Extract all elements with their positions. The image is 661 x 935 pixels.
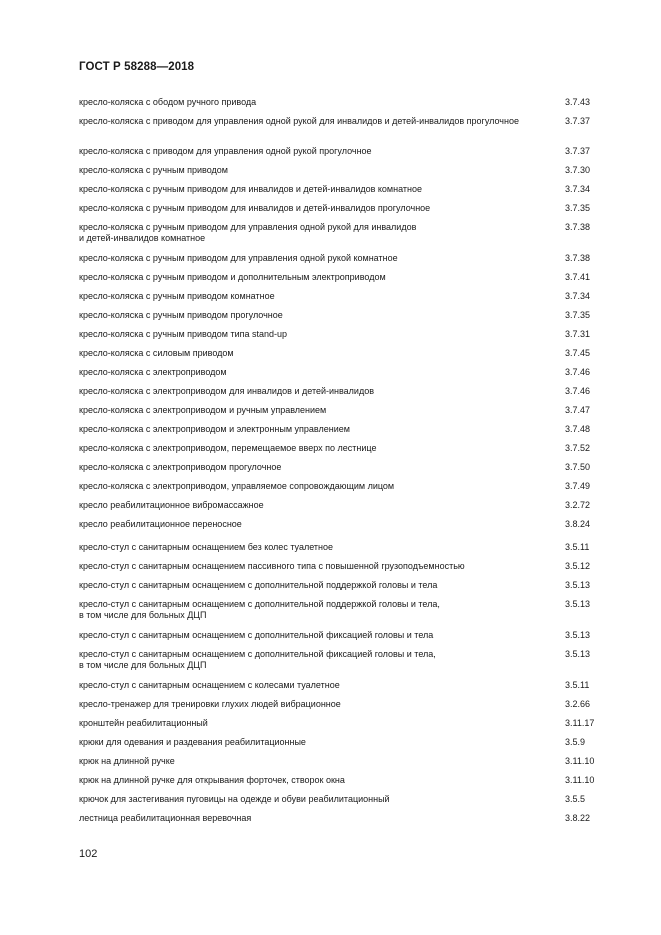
index-ref-number: 3.7.52 xyxy=(565,443,591,453)
index-ref-number: 3.7.46 xyxy=(565,367,591,377)
index-ref-number: 3.5.13 xyxy=(565,599,591,609)
index-entry xyxy=(79,184,654,195)
index-term: кресло-коляска с ручным приводом для управления одной рукой для инвалидов и детей-инвалидов комнатное xyxy=(79,222,417,243)
index-entry xyxy=(79,580,654,591)
index-entry xyxy=(79,165,654,176)
index-ref-number: 3.11.10 xyxy=(565,775,595,785)
index-term: кресло-стул с санитарным оснащением с колесами туалетное xyxy=(79,680,340,690)
index-ref-number: 3.7.31 xyxy=(565,329,591,339)
index-entry xyxy=(79,462,654,473)
index-entry xyxy=(79,253,654,264)
index-ref-number: 3.7.43 xyxy=(565,97,591,107)
index-term: кресло-коляска с ручным приводом xyxy=(79,165,228,175)
index-term: кресло-коляска с электроприводом, перемещаемое вверх по лестнице xyxy=(79,443,377,453)
index-entry xyxy=(79,756,654,767)
index-ref-number: 3.7.50 xyxy=(565,462,591,472)
index-term: кресло-тренажер для тренировки глухих людей вибрационное xyxy=(79,699,341,709)
index-ref-number: 3.7.48 xyxy=(565,424,591,434)
index-entry xyxy=(79,680,654,691)
index-term: кресло-коляска с приводом для управления одной рукой для инвалидов и детей-инвалидов прогулочное xyxy=(79,116,519,126)
index-ref-number: 3.7.35 xyxy=(565,310,591,320)
index-ref-number: 3.5.11 xyxy=(565,542,590,552)
index-entry xyxy=(79,519,654,530)
index-ref-number: 3.7.47 xyxy=(565,405,591,415)
index-ref-number: 3.7.34 xyxy=(565,184,591,194)
index-term: кресло-коляска с ободом ручного привода xyxy=(79,97,257,107)
index-ref-number: 3.7.37 xyxy=(565,146,591,156)
index-term: крюк на длинной ручке xyxy=(79,756,175,766)
index-entry xyxy=(79,649,654,670)
index-ref-number: 3.5.5 xyxy=(565,794,586,804)
index-term: кресло-коляска с ручным приводом и дополнительным электроприводом xyxy=(79,272,386,282)
index-term: кресло реабилитационное вибромассажное xyxy=(79,500,264,510)
index-entry xyxy=(79,203,654,214)
index-entry xyxy=(79,630,654,641)
index-entry xyxy=(79,424,654,435)
index-ref-number: 3.7.30 xyxy=(565,165,591,175)
index-ref-number: 3.5.13 xyxy=(565,630,591,640)
index-entry xyxy=(79,737,654,748)
index-term: кресло-коляска с ручным приводом для инвалидов и детей-инвалидов прогулочное xyxy=(79,203,431,213)
index-ref-number: 3.2.66 xyxy=(565,699,591,709)
index-entry xyxy=(79,348,654,359)
index-ref-number: 3.7.49 xyxy=(565,481,591,491)
index-entry xyxy=(79,775,654,786)
index-ref-number: 3.7.37 xyxy=(565,116,591,126)
index-ref-number: 3.2.72 xyxy=(565,500,591,510)
index-term: лестница реабилитационная веревочная xyxy=(79,813,252,823)
index-entry xyxy=(79,481,654,492)
index-term: кресло-коляска с силовым приводом xyxy=(79,348,234,358)
index-ref-number: 3.5.11 xyxy=(565,680,590,690)
index-ref-number: 3.7.35 xyxy=(565,203,591,213)
index-ref-number: 3.11.17 xyxy=(565,718,595,728)
index-term: кресло-стул с санитарным оснащением с дополнительной фиксацией головы и тела, в том числе для больных ДЦП xyxy=(79,649,436,670)
index-ref-number: 3.7.41 xyxy=(565,272,591,282)
index-ref-number: 3.7.34 xyxy=(565,291,591,301)
index-term: кронштейн реабилитационный xyxy=(79,718,208,728)
index-term: кресло-стул с санитарным оснащением с дополнительной фиксацией головы и тела xyxy=(79,630,434,640)
index-ref-number: 3.7.38 xyxy=(565,222,591,232)
index-ref-number: 3.7.46 xyxy=(565,386,591,396)
index-term: кресло-коляска с ручным приводом для управления одной рукой комнатное xyxy=(79,253,398,263)
index-entry xyxy=(79,542,654,553)
index-entry xyxy=(79,116,654,127)
index-entry xyxy=(79,813,654,824)
index-term: кресло-коляска с ручным приводом комнатное xyxy=(79,291,275,301)
index-term: кресло-коляска с ручным приводом типа stand-up xyxy=(79,329,288,339)
index-term: кресло-коляска с электроприводом, управляемое сопровождающим лицом xyxy=(79,481,395,491)
index-term: крюки для одевания и раздевания реабилитационные xyxy=(79,737,306,747)
index-ref-number: 3.11.10 xyxy=(565,756,595,766)
index-ref-number: 3.5.13 xyxy=(565,649,591,659)
index-entry xyxy=(79,310,654,321)
index-entry xyxy=(79,272,654,283)
index-term: кресло-коляска с электроприводом и ручным управлением xyxy=(79,405,327,415)
index-entry xyxy=(79,386,654,397)
index-term: кресло-коляска с электроприводом и электронным управлением xyxy=(79,424,350,434)
index-ref-number: 3.5.9 xyxy=(565,737,586,747)
index-ref-number: 3.5.13 xyxy=(565,580,591,590)
index-term: кресло-коляска с электроприводом прогулочное xyxy=(79,462,282,472)
index-term: кресло-стул с санитарным оснащением пассивного типа с повышенной грузоподъемностью xyxy=(79,561,465,571)
index-entry xyxy=(79,443,654,454)
page-number: 102 xyxy=(79,848,98,860)
index-entry xyxy=(79,405,654,416)
index-entry xyxy=(79,329,654,340)
index-term: крюк на длинной ручке для открывания форточек, створок окна xyxy=(79,775,345,785)
index-entry xyxy=(79,291,654,302)
index-term: кресло-коляска с ручным приводом прогулочное xyxy=(79,310,283,320)
index-ref-number: 3.8.22 xyxy=(565,813,591,823)
index-term: крючок для застегивания пуговицы на одежде и обуви реабилитационный xyxy=(79,794,390,804)
index-entry xyxy=(79,222,654,243)
document-header: ГОСТ Р 58288—2018 xyxy=(79,61,195,73)
index-entry xyxy=(79,367,654,378)
index-entry xyxy=(79,599,654,620)
index-term: кресло-коляска с электроприводом xyxy=(79,367,227,377)
index-term: кресло-стул с санитарным оснащением без колес туалетное xyxy=(79,542,334,552)
index-term: кресло-коляска с приводом для управления одной рукой прогулочное xyxy=(79,146,372,156)
index-entry xyxy=(79,561,654,572)
index-term: кресло реабилитационное переносное xyxy=(79,519,242,529)
index-ref-number: 3.7.38 xyxy=(565,253,591,263)
index-ref-number: 3.8.24 xyxy=(565,519,591,529)
index-entry xyxy=(79,699,654,710)
index-ref-number: 3.7.45 xyxy=(565,348,591,358)
index-term: кресло-коляска с электроприводом для инвалидов и детей-инвалидов xyxy=(79,386,374,396)
index-entry xyxy=(79,718,654,729)
index-entry xyxy=(79,97,654,108)
index-term: кресло-стул с санитарным оснащением с дополнительной поддержкой головы и тела, в том числе для больных ДЦП xyxy=(79,599,440,620)
index-ref-number: 3.5.12 xyxy=(565,561,591,571)
index-term: кресло-стул с санитарным оснащением с дополнительной поддержкой головы и тела xyxy=(79,580,438,590)
index-entry xyxy=(79,794,654,805)
index-entry xyxy=(79,500,654,511)
index-entry xyxy=(79,146,654,157)
index-term: кресло-коляска с ручным приводом для инвалидов и детей-инвалидов комнатное xyxy=(79,184,423,194)
